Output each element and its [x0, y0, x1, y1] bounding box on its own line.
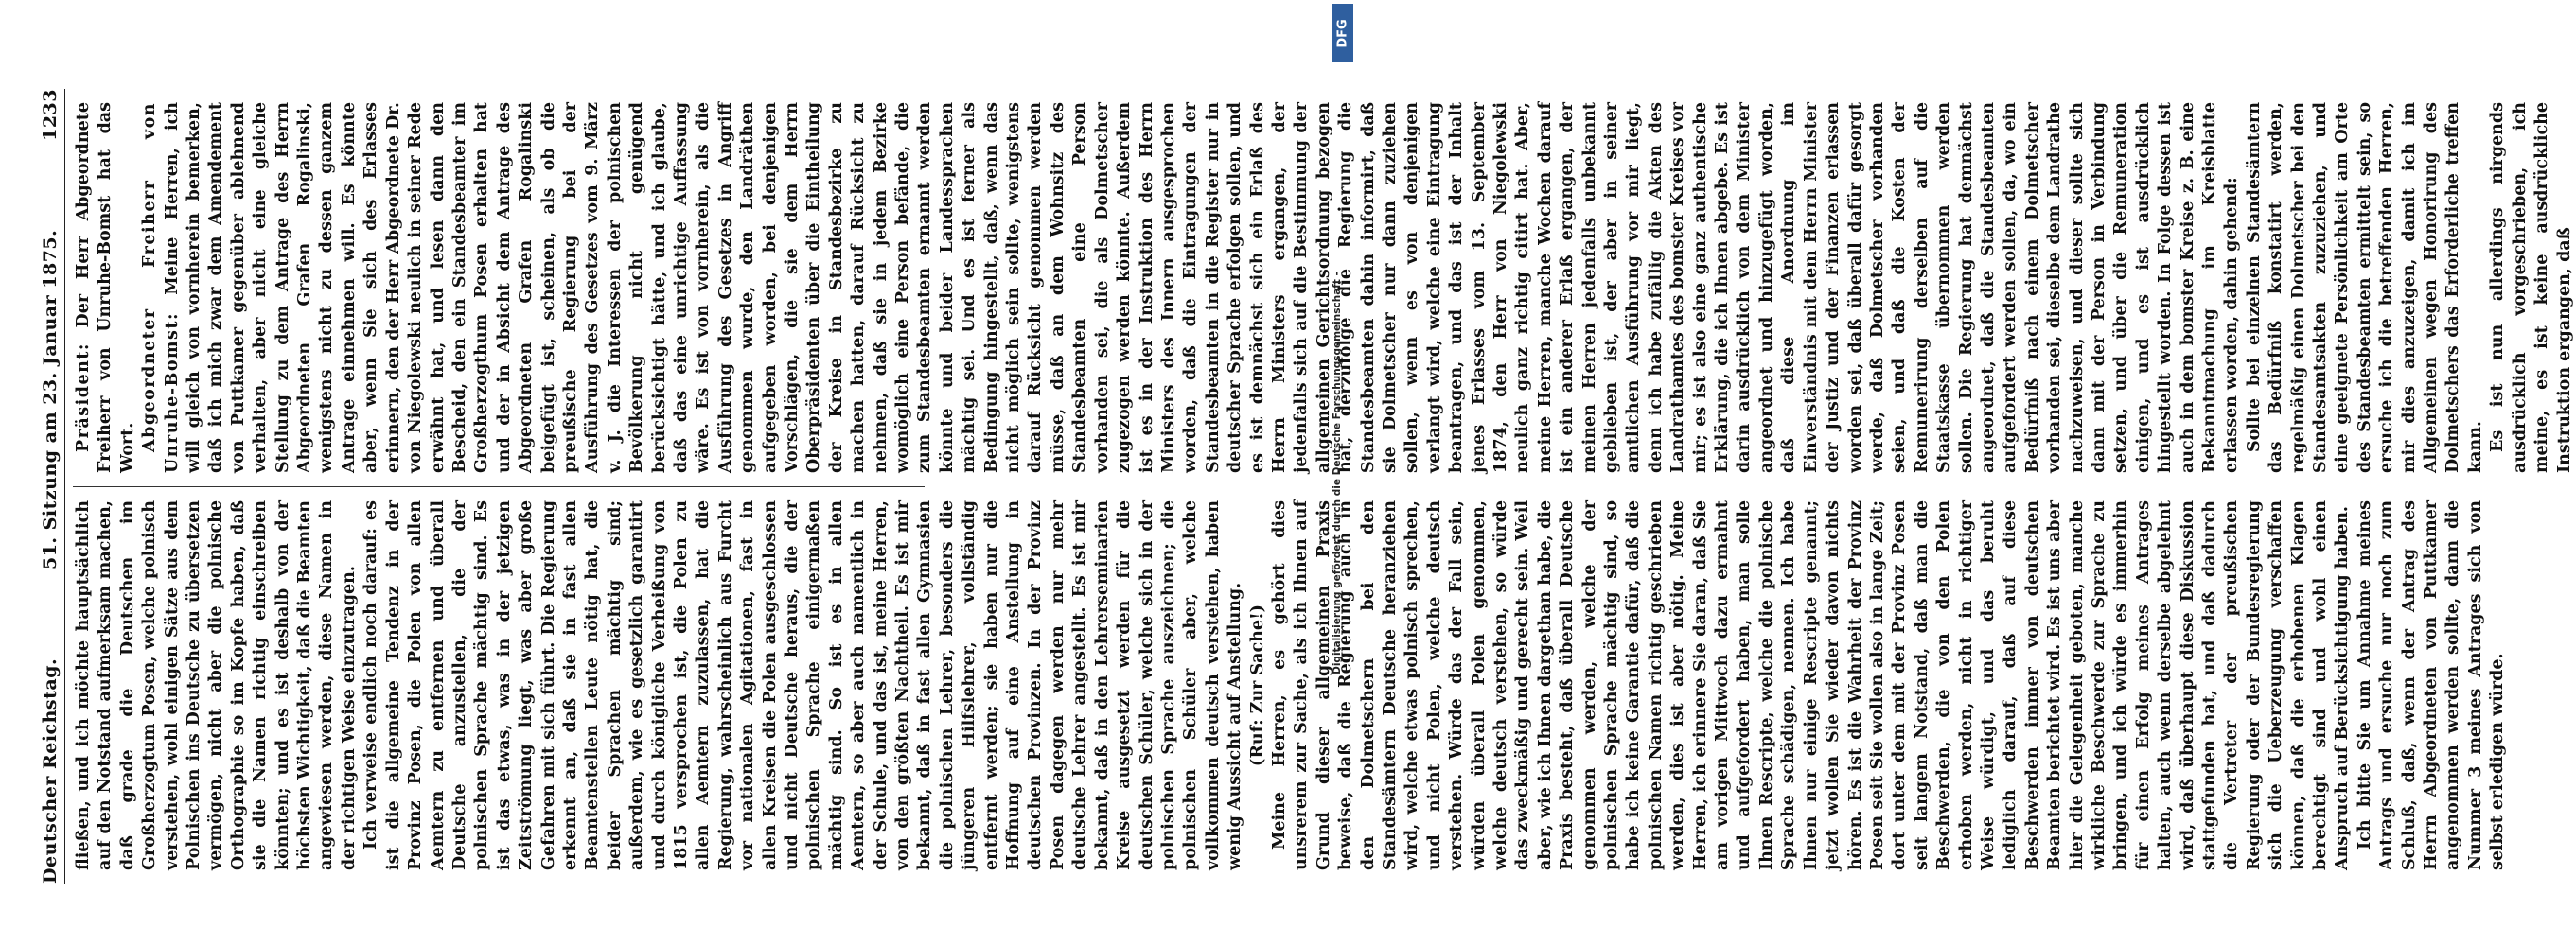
rotated-newspaper-page	[6, 9, 2574, 946]
digitization-credit	[1325, 0, 1350, 946]
dfg-logo-text: DFG	[1335, 18, 1350, 48]
speaker-label: Präsident:	[74, 342, 93, 452]
page-header	[40, 89, 65, 884]
publication-title: Deutscher Reichstag.	[40, 657, 61, 884]
speaker-name: Abgeordneter Freiherr von Unruhe-Bomst:	[140, 102, 182, 473]
president-remark	[73, 102, 139, 473]
speech-text: Meine Herren, ich will gleich von vornherein bemerken, daß ich mich zwar dem Amendement von Puttkamer gegenüber ablehnend verhalten, aber nicht eine gleiche Stellung zu dem Antrage des Herrn Abgeordneten Grafen Rogalinski, wenigstens nicht zu dessen ganzem Antrage einnehmen will. Es könnte aber, wenn Sie sich des Erlasses erinnern, den der Herr Abgeordnete Dr. von Niegolewski neulich in seiner Rede erwähnt hat, und lesen dann den Bescheid, den ein Standesbeamter im Großherzogthum Posen erhalten hat und der in Absicht dem Antrage des Abgeordneten Grafen Rogalinski beigefügt ist, scheinen, als ob die preußische Regierung bei der Ausführung des Gesetzes vom 9. März v. J. die Interessen der polnischen Bevölkerung nicht genügend berücksichtigt hätte, und ich glaube, daß das eine unrichtige Auffassung wäre. Es ist von vornherein, als die Ausführung des Gesetzes in Angriff genommen wurde, den Landräthen aufgegeben worden, bei denjenigen Vorschlägen, die sie dem Herrn Oberpräsidenten über die Eintheilung der Kreise in Standesbezirke zu machen hatten, darauf Rücksicht zu nehmen, daß sie in jedem Bezirke womöglich eine Person befände, die zum Standesbeamten ernannt werden könnte und beider Landessprachen mächtig sei. Und es ist ferner als Bedingung hingestellt, daß, wenn das nicht möglich sein sollte, wenigstens darauf Rücksicht genommen werden müsse, daß an dem Wohnsitz des Standesbeamten eine Person vorhanden sei, die als Dolmetscher zugezogen werden könnte. Außerdem ist es in der Instruktion des Herrn Ministers des Innern ausgesprochen worden, daß die Eintragungen der Standesbeamten in die Register nur in deutscher Sprache erfolgen sollen, und es ist demnächst sich ein Erlaß des Herrn Ministers ergangen, der jedenfalls sich auf die Bestimmung der allgemeinen Gerichtsordnung bezogen hat, derzufolge die Regierung die Standesbeamten dahin informirt, daß sie Dolmetscher nur dann zuziehen sollen, wenn es von denjenigen verlangt wird, welche eine Eintragung beantragen, und das ist der Inhalt jenes Erlasses vom 13. September 1874, den Herr von Niegolewski neulich ganz richtig citirt hat. Aber, meine Herren, manche Wochen darauf ist ein anderer Erlaß ergangen, der meinen Herren jedenfalls unbekannt geblieben ist, der aber in seiner amtlichen Ausführung vor mir liegt, denn ich habe zufällig die Akten des Landrathamtes des bomster Kreises vor mir; es ist also eine ganz authentische Erklärung, die ich Ihnen abgebe. Es ist darin ausdrücklich von dem Minister angeordnet und hinzugefügt worden, daß diese Anordnung im Einverständnis mit dem Herrn Minister der Justiz und der Finanzen erlassen worden sei, daß überall dafür gesorgt werde, daß Dolmetscher vorhanden seien, und daß die Kosten der Remunerirung derselben auf die Staatskasse übernommen werden sollen. Die Regierung hat demnächst angeordnet, daß die Standesbeamten aufgefordert werden sollen, da, wo ein Bedürfniß nach einem Dolmetscher vorhanden sei, dieselbe dem Landrathe nachzuweisen, und dieser sollte sich dann mit der Person in Verbindung setzen, und über die Remuneration einigen, und es ist ausdrücklich hingestellt worden. In Folge dessen ist auch in dem bomster Kreise z. B. eine Bekanntmachung im Kreisblatte erlassen worden, dahin gehend:	[162, 101, 2242, 473]
digitization-credit-text: Digitalisierung gefördert durch die Deutsche Forschungsgemeinschaft -	[1332, 272, 1343, 674]
paragraph: Ich verweise endlich noch darauf: es ist die allgemeine Tendenz in der Provinz Posen, die Polen von allen Aemtern zu entfernen und überall Deutsche anzustellen, die der polnischen Sprache mächtig sind. Es ist das etwas, was in der jetzigen Zeitströmung liegt, was aber große Gefahren mit sich führt. Die Regierung erkennt an, daß sie in fast allen Beamtenstellen Leute nötig hat, die beider Sprachen mächtig sind; außerdem, wie es gesetzlich garantirt und durch königliche Verheißung von 1815 versprochen ist, die Polen zu allen Aemtern zuzulassen, hat die Regierung, wahrscheinlich aus Furcht vor nationalen Agitationen, fast in allen Kreisen die Polen ausgeschlossen und nicht Deutsche heraus, die der polnischen Sprache einigermaßen mächtig sind. So ist es in allen Aemtern, so aber auch namentlich in der Schule, und das ist, meine Herren, von den größten Nachtheil. Es ist mir bekannt, daß in fast allen Gymnasien die polnischen Lehrer, besonders die jüngeren Hilfslehrer, vollständig entfernt werden; sie haben nur die Hoffnung auf eine Anstellung in deutschen Provinzen. In der Provinz Posen dagegen werden nur mehr deutsche Lehrer angestellt. Es ist mir bekannt, daß in den Lehrerseminarien Kreise ausgesetzt werden für die deutschen Schüler, welche sich in der polnischen Sprache auszeichnen; die polnischen Schüler aber, welche vollkommen deutsch verstehen, haben wenig Aussicht auf Anstellung.	[362, 500, 1245, 870]
page-number: 1233	[40, 89, 61, 141]
session-title: 51. Sitzung am 23. Januar 1875.	[40, 229, 61, 570]
paragraph: Ich bitte Sie um Annahme meines Antrags und ersuche nur noch zum Schluß, daß, wenn der Antrag des Herrn Abgeordneten von Puttkamer angenommen werden sollte, dann die Nummer 3 meines Antrages sich von selbst erledigen würde.	[2355, 500, 2508, 870]
quoted-announcement: Sollte bei einzelnen Standesämtern das Bedürfniß konstatirt werden, regelmäßig einen Dolmetscher bei den Standesamtsakten zuzuziehen, und eine geeignete Persönlichkeit am Orte des Standesbeamten ermittelt sein, so ersuche ich die betreffenden Herren, mir dies anzuzeigen, damit ich im Allgemeinen wegen Honorirung des Dolmetschers das Erforderliche treffen kann.	[2244, 102, 2485, 473]
left-column	[73, 486, 2508, 884]
paragraph: fließen, und ich möchte hauptsächlich auf den Notstand aufmerksam machen, daß grade die Deutschen im Großherzogtum Posen, welche polnisch verstehen, wohl einigen Sätze aus dem Polnischen ins Deutsche zu übersetzen vermögen, nicht aber die polnische Orthographie so im Kopfe haben, daß sie die Namen richtig einschreiben könnten; und es ist deshalb von der höchsten Wichtigkeit, daß die Beamten angewiesen werden, diese Namen in der richtigen Weise einzutragen.	[74, 500, 359, 870]
president-text: Der Herr Abgeordnete Freiherr von Unruhe-Bomst hat das Wort.	[74, 102, 137, 473]
paragraph: Meine Herren, es gehört dies unsrerem zur Sache, als ich Ihnen auf Grund dieser allgemeinen Praxis beweise, daß die Regierung auch in den Dolmetschern bei den Standesämtern Deutsche heranziehen wird, welche etwas polnisch sprechen, und nicht Polen, welche deutsch verstehen. Würde das der Fall sein, würden überall Polen genommen, welche deutsch verstehen, so würde das zweckmäßig und gerecht sein. Weil aber, wie ich Ihnen dargethan habe, die Praxis besteht, daß überall Deutsche genommen werden, welche der polnischen Sprache mächtig sind, so habe ich keine Garantie dafür, daß die polnischen Namen richtig geschrieben werden, dies ist aber nötig. Meine Herren, ich erinnere Sie daran, daß Sie am vorigen Mittwoch dazu ermahnt und aufgefordert haben, man solle Ihnen Rescripte, welche die polnische Sprache schädigen, nennen. Ich habe Ihnen nur einige Rescripte genannt; jetzt wollen Sie wieder davon nichts hören. Es ist die Wahrheit der Provinz Posen seit Sie wollen also in lange Zeit; dort unter dem mit der Provinz Posen seit langem Notstand, daß man die Beschwerden, die von den Polen erhoben werden, nicht in richtiger Weise würdigt, und das beruht lediglich darauf, daß auf diese Beschwerden immer von deutschen Beamten berichtet wird. Es ist uns aber hier die Gelegenheit geboten, manche wirkliche Beschwerde zur Sprache zu bringen, und ich würde es immerhin für einen Erfolg meines Antrages halten, auch wenn derselbe abgelehnt wird, daß überhaupt diese Diskussion stattgefunden hat, und daß dadurch die Vertreter der preußischen Regierung oder der Bundesregierung sich die Ueberzeugung verschaffen können, daß die erhobenen Klagen berechtigt sind und wohl einen Anspruch auf Berücksichtigung haben.	[1269, 500, 2353, 870]
stage-direction: (Ruf: Zur Sache!)	[1247, 604, 1267, 766]
speech-paragraph	[139, 102, 2244, 473]
closing-paragraph: Es ist nun allerdings nirgends ausdrücklich vorgeschrieben, ich meine, es ist keine ausdrückliche Instruktion ergangen, daß	[2488, 102, 2574, 473]
